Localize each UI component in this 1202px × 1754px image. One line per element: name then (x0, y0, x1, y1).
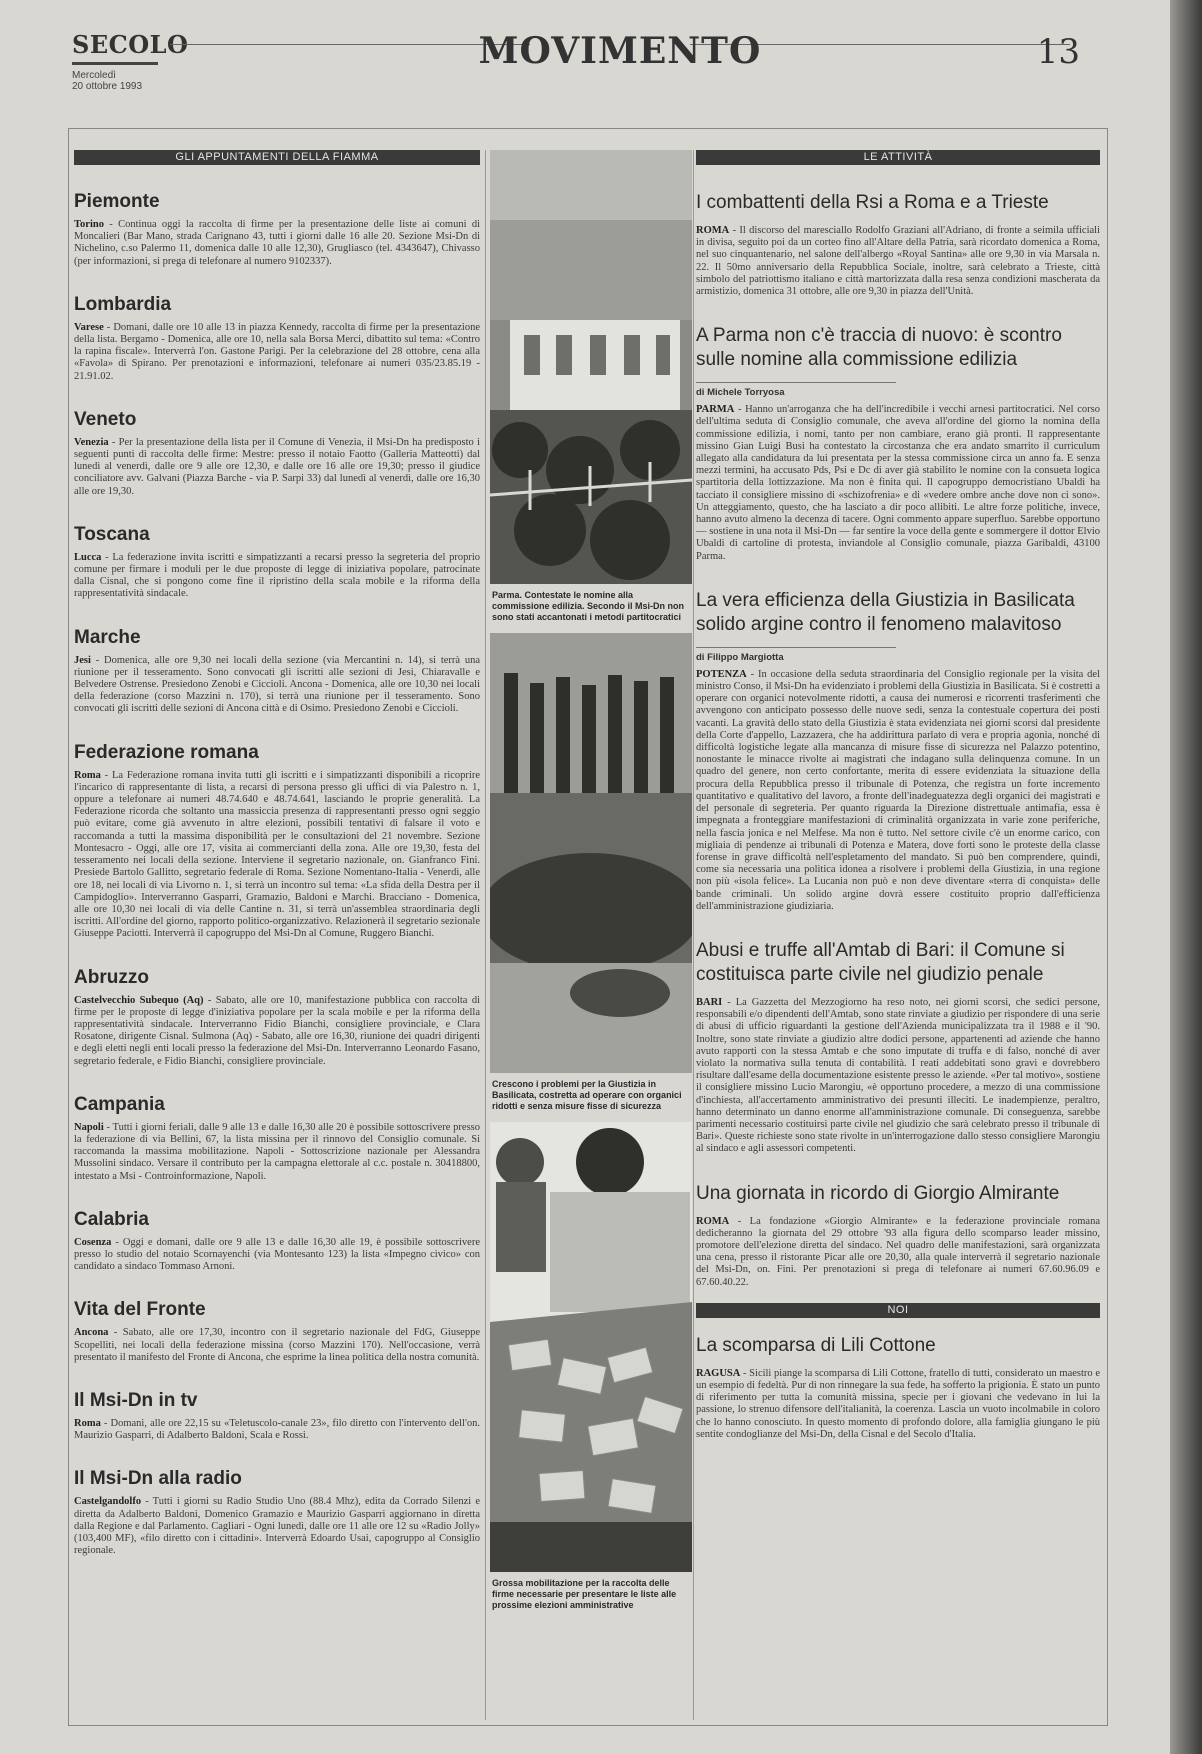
region-title: Calabria (74, 1208, 149, 1230)
region-section (74, 1094, 480, 1183)
article-dateline: ROMA (696, 1215, 730, 1227)
byline-rule (696, 647, 896, 648)
article (696, 324, 1100, 563)
article-text: - Hanno un'arroganza che ha dell'incredibile i vecchi arnesi partitocratici. Nel corso dell'ultima seduta di Consiglio comunale, che aveva all'ordine del giorno la nomina della commissione edilizia, i nomi, tanto per non cambiare, erano già pronti. Il rappresentante missino Gian Luigi Busi ha contestato la circostanza che era andato smarrito il curriculum allegato alla candidatura da lui presentata per la stessa commissione circa un anno fa. E senza mezzi termini, ha accusato Pds, Psi e Dc di aver già stabilito le nomine con la consueta logica spartitoria della lottizzazione. Ma non è finita qui. Il capogruppo democristiano Ubaldi ha tacciato il consigliere missino di «schizofrenia» e di «vedere ombre anche dove non ci sono». Un atteggiamento, questo, che ha lasciato a dir poco allibiti. Le altre forze politiche, invece, hanno avuto almeno la decenza di tacere. Ogni commento appare superfluo. Sarebbe opportuno — sostiene in una nota il Msi-Dn — far sentire la voce della gente e sommergere il dottor Elvio Ubaldi di cartoline di protesta, inviandole al Consiglio comunale, piazza Garibaldi, 43100 Parma. (696, 404, 1100, 562)
activities-column (696, 150, 1100, 1441)
article-body (696, 404, 1100, 563)
region-body: - La federazione invita iscritti e simpatizzanti a recarsi presso la segreteria del proprio comune per firmare i moduli per le due proposte di legge di iniziativa popolare, patrocinate dalla Cisnal, che si pongono come fine il ripristino della scala mobile e la riforma della rappresentatività sindacale. (74, 551, 480, 600)
article-text: - Sicili piange la scomparsa di Lili Cottone, fratello di tutti, considerato un maestro e un esempio di fedeltà. Pur di non rinnegare la sua fede, ha sofferto la prigionia. È stato un punto di riferimento per tutta la comunità missina, specie per i giovani che vedevano in lui la passione, lo strenuo difensore dell'italianità, la coerenza. Lascia un vuoto incolmabile in coloro che lo hanno conosciuto. In questo momento di profondo dolore, alla famiglia giungano le più sentite condoglianze del Msi-Dn, della Cisnal e del Secolo d'Italia. (696, 1367, 1100, 1440)
article-dateline: PARMA (696, 404, 735, 416)
article (696, 589, 1100, 913)
noi-band: NOI (696, 1303, 1100, 1318)
signatures-photo-caption: Grossa mobilitazione per la raccolta delle firme necessarie per presentare le liste alle prossime elezioni amministrative (492, 1578, 677, 1610)
logo-underline (72, 62, 158, 65)
article-headline: La vera efficienza della Giustizia in Basilicata solido argine contro il fenomeno malavitoso (696, 589, 1075, 635)
region-lead: Castelgandolfo (74, 1496, 142, 1508)
region-title: Veneto (74, 408, 137, 430)
article-text: - La fondazione «Giorgio Almirante» e la federazione provinciale romana dedicheranno la giornata del 29 ottobre '93 alla figura dello scomparso leader missino, promotore dell'elezione diretta del sindaco. Nel quadro delle manifestazioni, sarà organizzata una cena, presso il ristorante Picar alle ore 20,30, alla quale interverrà il segretario nazionale del Msi-Dn, on. Fini. Per prenotazioni si prega di telefonare ai numeri 67.60.96.09 e 67.60.40.22. (696, 1215, 1100, 1288)
region-body: - Sabato, alle ore 17,30, incontro con il segretario nazionale del FdG, Giuseppe Scopelliti, nei locali della federazione missina (corso Mazzini 170). Nell'occasione, verrà presentato il manifesto del Fronte di Ancona, che esprime la linea politica della nostra comunità. (74, 1327, 480, 1363)
signatures-photo (490, 1122, 692, 1572)
issue-day: Mercoledì (72, 70, 116, 81)
article-body (696, 225, 1100, 298)
justice-photo (490, 633, 692, 1073)
region-section (74, 294, 480, 383)
region-section (74, 1390, 480, 1442)
article-dateline: ROMA (696, 225, 730, 236)
region-text (74, 995, 480, 1068)
region-body: - Tutti i giorni su Radio Studio Uno (88.4 Mhz), edita da Corrado Silenzi e diretta da Adalberto Baldoni, Domenico Gramazio e Maurizio Gasparri aggiornano in diretta dalla Regione e dal Parlamento. Cagliari - Ogni lunedì, dalle ore 11 alle ore 12 su «Radio Jolly» (103,400 MF), «filo diretto con i cittadini». Interverrà Edoardo Usai, capogruppo al Consiglio regionale. (74, 1496, 480, 1557)
region-text (74, 219, 480, 268)
region-lead: Castelvecchio Subequo (Aq) (74, 994, 204, 1006)
page-edge (1170, 0, 1202, 1754)
region-section (74, 1299, 480, 1364)
article-body (696, 1216, 1100, 1289)
region-body: - Tutti i giorni feriali, dalle 9 alle 13 e dalle 16,30 alle 20 è possibile sottoscrivere presso la federazione di via Bellini, 67, la lista missina per il rinnovo del Consiglio comunale. Si raccomanda la massima mobilitazione. Napoli - Sottoscrizione nazionale per Alessandra Mussolini sindaco. Versare il contributo per la campagna elettorale al c.c. postale n. 30418800, intestato a Msi - Controinformazione, Napoli. (74, 1121, 480, 1182)
region-text (74, 655, 480, 716)
region-text (74, 770, 480, 941)
region-title: Piemonte (74, 191, 160, 212)
parma-photo (490, 150, 692, 584)
region-body: - Continua oggi la raccolta di firme per la presentazione delle liste ai comuni di Moncalieri (Bar Mano, strada Carignano 43, tutti i giorni dalle 16 alle 20. Sezione Msi-Dn di Nichelino, c.so Palermo 11, domenica dalle 10 alle 12,30), Grugliasco (tel. 4343647), Chivasso (per informazioni, si prega di telefonare al numero 9102337). (74, 219, 480, 267)
article-body (696, 997, 1100, 1156)
region-title: Campania (74, 1093, 165, 1115)
region-lead: Torino (74, 219, 104, 230)
article-headline: Abusi e truffe all'Amtab di Bari: il Comune si costituisca parte civile nel giudizio penale (696, 939, 1065, 985)
region-body: - Domani, alle ore 22,15 su «Teletuscolo-canale 23», filo diretto con l'intervento dell'on. Maurizio Gasparri, di Adalberto Baldoni, Scala e Rossi. (74, 1417, 480, 1442)
appointments-column (74, 150, 480, 1557)
article (696, 1182, 1100, 1289)
region-body: - Sabato, alle ore 10, manifestazione pubblica con raccolta di firme per le proposte di legge d'iniziativa popolare per la scala mobile e per la riforma della rappresentatività sindacale. Interverranno Fidio Bianchi, consigliere provinciale, e Clara Rosatone, dirigente Cisnal. Sulmona (Aq) - Sabato, alle ore 16,30, riunione dei quadri dirigenti e degli eletti negli enti locali presso la federazione del Msi-Dn. Interverranno Leonardo Fasano, segretario federale, e Fidio Bianchi, consigliere provinciale. (74, 994, 480, 1067)
region-title: Abruzzo (74, 966, 149, 988)
region-text (74, 552, 480, 601)
newspaper-logo: SECOLO (72, 30, 189, 59)
section-title: MOVIMENTO (478, 30, 762, 72)
article-text: - Il discorso del maresciallo Rodolfo Graziani all'Adriano, di fronte a seimila ufficiali in divisa, seguito poi da un corteo fino all'Altare della Patria, sarà ricordato domenica a Roma, nel suo cinquantenario, nel salone dell'albergo «Royal Santina» alle ore 9,30 in via Marsala n. 22. Il 50mo anniversario della Repubblica Sociale, inoltre, sarà celebrato a Trieste, città simbolo del patriottismo italiano e città martorizzata dalla resa senza condizioni mascherata da armistizio, domenica 31 ottobre, alle ore 9,30 in piazza dell'Unità. (696, 225, 1100, 298)
article-body (696, 669, 1100, 913)
article-dateline: POTENZA (696, 668, 747, 680)
region-lead: Lucca (74, 551, 102, 563)
appointments-band: GLI APPUNTAMENTI DELLA FIAMMA (74, 150, 480, 165)
article-byline: di Michele Torryosa (696, 387, 785, 399)
region-title: Vita del Fronte (74, 1299, 206, 1321)
region-text (74, 1237, 480, 1274)
article-byline: di Filippo Margiotta (696, 651, 784, 663)
region-title: Il Msi-Dn in tv (74, 1389, 198, 1411)
region-title: Federazione romana (74, 741, 259, 763)
article-dateline: RAGUSA (696, 1367, 741, 1379)
article-headline: Una giornata in ricordo di Giorgio Almirante (696, 1182, 1060, 1204)
article (696, 191, 1100, 298)
region-title: Lombardia (74, 293, 172, 315)
issue-date (72, 70, 142, 92)
region-body: - La Federazione romana invita tutti gli iscritti e i simpatizzanti disponibili a ricoprire l'incarico di rappresentante di lista, a recarsi di persona presso gli uffici di via Palestro n. 1, oppure a telefonare ai numeri 48.74.640 e 48.74.641, lasciando le proprie generalità. La Federazione ricorda che soltanto una massiccia presenza di rappresentanti presso ogni seggio può evitare, come già avvenuto in altre elezioni, possibili tentativi di falsare il voto e raccomanda a tutti la massima disponibilità per le consultazioni del 21 novembre. Sezione Montesacro - Oggi, alle ore 17, visita ai commercianti della zona. Alle ore 19,30, festa del tesseramento nei locali della sezione. Interviene il segretario nazionale, on. Gianfranco Fini. Presiede Bartolo Gallitto, segretario federale di Roma. Sezione Nomentano-Italia - Venerdì, alle ore 18, nei locali di via Livorno n. 1, si terrà un incontro sul tema: «La sfida della Destra per il Campidoglio». Interverranno Gasparri, Gramazio, Baldoni e Marchi. Bracciano - Domenica, alle ore 10,30 nei locali di via delle Cantine n. 31, si terrà un'assemblea straordinaria degli iscritti. All'ordine del giorno, rapporto politico-organizzativo. Relazionerà il segretario sezionale Giuseppe Paciotti. Interverrà il capogruppo del Msi-Dn al Comune, Ruggero Bianchi. (74, 769, 480, 940)
region-lead: Jesi (74, 654, 91, 666)
region-text (74, 437, 480, 498)
region-body: - Per la presentazione della lista per il Comune di Venezia, il Msi-Dn ha predisposto i seguenti punti di raccolta delle firme: Mestre: presso il notaio Faotto (Galleria Matteotti) dal lunedì al venerdì, dalle ore 9 alle ore 12,30, e dalle ore 16 alle ore 19,30; presso il giudice conciliatore avv. Galvani (Piazza Barche - via P. Sarpi 33) dal lunedì al venerdì, dalle ore 16,30 alle ore 19,30. (74, 436, 480, 497)
article-text: - In occasione della seduta straordinaria del Consiglio regionale per la visita del ministro Conso, il Msi-Dn ha evidenziato i problemi della Giustizia in Basilicata. Si è costretti a operare con organici notevolmente ridotti, a causa dei numerosi e ricorrenti trasferimenti che avvengono con anticipato possesso delle nuove sedi, senza la contestuale copertura dei posti vacanti. La gravità dello stato della Giustizia è stata evidenziata nei giorni scorsi dal presidente della Corte d'appello, Lazzazera, che ha addirittura parlato di vera e propria agonia, nonché di difficoltà logistiche legate alla mancanza di misure fisse di sicurezza nel Palazzo potentino, nonostante le minacce rivolte ai magistrati che indagano sulla delinquenza comune. In un quadro del genere, non certo confortante, merita di essere evidenziata la situazione della procura della Repubblica presso il tribunale di Potenza, che registra un forte incremento quantitativo e qualitativo del lavoro, a fronte dell'inadeguatezza degli organici dei magistrati e del personale di segreteria. Per quanto riguarda la Direzione distrettuale antimafia, essa è impegnata a fronteggiare manifestazioni di criminalità organizzata in varie zone periferiche, nella fascia jonica e nel Melfese. Ma non è tutto. Nel settore civile c'è un enorme carico, con migliaia di pendenze ai tribunali di Potenza e Matera, dove forti sono le proteste della classe forense in grave difficoltà nell'espletamento del mandato. Si può ben comprendere, quindi, come sia necessaria una politica idonea a risolvere i problemi della Giustizia, in una regione non più «isola felice». La Lucania non può e non deve diventare «terra di conquista» delle bande criminali. Un solido argine dovrà essere costituito proprio dall'efficienza dell'amministrazione giudiziaria. (696, 668, 1100, 912)
region-section (74, 409, 480, 498)
article-headline: I combattenti della Rsi a Roma e a Trieste (696, 192, 1049, 213)
article-text: - La Gazzetta del Mezzogiorno ha reso noto, nei giorni scorsi, che sedici persone, responsabili e/o dipendenti dell'Amtab, sono state rinviate a giudizio per rispondere di una serie di abusi di ufficio riguardanti la gestione dell'Azienda municipalizzata tra il 1988 e il '90. Inoltre, sono state rinviate a giudizio altre dodici persone, appartenenti ad aziende che hanno avuto rapporti con la stessa Amtab e che sono imputate di truffa e di falso, nonché di aver violato la normativa sulla tenuta di contabilità. I reati addebitati sono gravi e dovrebbero risultare dall'esame della documentazione esistente presso le aziende. «Per tal motivo», sostiene il consigliere missino Lucio Marongiu, «è opportuno procedere, a mezzo di una commissione d'inchiesta, all'accertamento amministrativo dei presunti illeciti. Le inadempienze, peraltro, hanno determinato un danno enorme all'amministrazione comunale. Di conseguenza, sarebbe parimenti necessario costituirsi parte civile nel giudizio che sarà celebrato presso il tribunale di Bari». Queste richieste sono state rivolte in un'interrogazione dallo stesso consigliere Marongiu al sindaco e agli assessori competenti. (696, 996, 1100, 1155)
byline-rule (696, 382, 896, 383)
article (696, 1334, 1100, 1441)
region-section (74, 524, 480, 601)
article-headline: A Parma non c'è traccia di nuovo: è scontro sulle nomine alla commissione edilizia (696, 325, 1062, 371)
region-title: Il Msi-Dn alla radio (74, 1468, 242, 1490)
region-section (74, 742, 480, 941)
region-text (74, 322, 480, 383)
column-rule (693, 150, 694, 1720)
activities-band: LE ATTIVITÀ (696, 150, 1100, 165)
article-headline: La scomparsa di Lili Cottone (696, 1334, 936, 1356)
region-title: Marche (74, 626, 141, 648)
region-lead: Ancona (74, 1327, 109, 1339)
region-section (74, 1209, 480, 1274)
masthead (70, 26, 1100, 96)
photo-column (490, 150, 692, 1621)
region-section (74, 627, 480, 716)
region-lead: Napoli (74, 1121, 104, 1133)
region-body: - Oggi e domani, dalle ore 9 alle 13 e dalle 16,30 alle 19, è possibile sottoscrivere presso lo studio del notaio Scornayenchi (via Montesanto 123) la lista «Impegno civico» con candidato a sindaco Tommaso Arnoni. (74, 1236, 480, 1273)
region-lead: Varese (74, 321, 104, 333)
region-text (74, 1327, 480, 1364)
region-lead: Cosenza (74, 1236, 112, 1248)
region-lead: Venezia (74, 436, 109, 448)
region-body: - Domenica, alle ore 9,30 nei locali della sezione (via Mercantini n. 14), si terrà una riunione per il tesseramento. Sono convocati gli iscritti alle sezioni di Jesi, Chiaravalle e Belvedere Ostrense. Presiedono Zenobi e Ciccioli. Ancona - Domenica, alle ore 10,30 nei locali della federazione (corso Mazzini n. 170), si terrà una riunione per il tesseramento. Sono convocati gli iscritti delle sezioni di Ancona città e di Osimo. Presiedono Zenobi e Ciccioli. (74, 654, 480, 715)
issue-date-text: 20 ottobre 1993 (72, 81, 143, 92)
region-text (74, 1496, 480, 1557)
region-lead: Roma (74, 1417, 101, 1429)
region-lead: Roma (74, 769, 101, 781)
article (696, 939, 1100, 1156)
parma-photo-caption: Parma. Contestate le nomine alla commissione edilizia. Secondo il Msi-Dn non sono stati accantonati i metodi partitocratici (492, 590, 685, 622)
region-text (74, 1418, 480, 1442)
region-section (74, 1468, 480, 1557)
region-text (74, 1122, 480, 1183)
article-dateline: BARI (696, 996, 723, 1008)
justice-photo-caption: Crescono i problemi per la Giustizia in Basilicata, costretta ad operare con organici ridotti e senza misure fisse di sicurezza (492, 1079, 682, 1111)
region-title: Toscana (74, 523, 150, 545)
region-section (74, 967, 480, 1068)
page-number: 13 (1036, 32, 1080, 72)
column-rule (485, 150, 486, 1720)
region-section (74, 191, 480, 268)
region-body: - Domani, dalle ore 10 alle 13 in piazza Kennedy, raccolta di firme per la presentazione della lista. Bergamo - Domenica, alle ore 10, nella sala Borsa Merci, dibattito sul tema: «Contro la rapina fiscale». Interverrà l'on. Gastone Parigi. Per la celebrazione del 28 ottobre, cena alla «Favola» di Spirano. Per prenotazioni e informazioni, telefonare ai numeri 035/23.85.19 - 21.91.02. (74, 321, 480, 382)
article-body (696, 1368, 1100, 1441)
